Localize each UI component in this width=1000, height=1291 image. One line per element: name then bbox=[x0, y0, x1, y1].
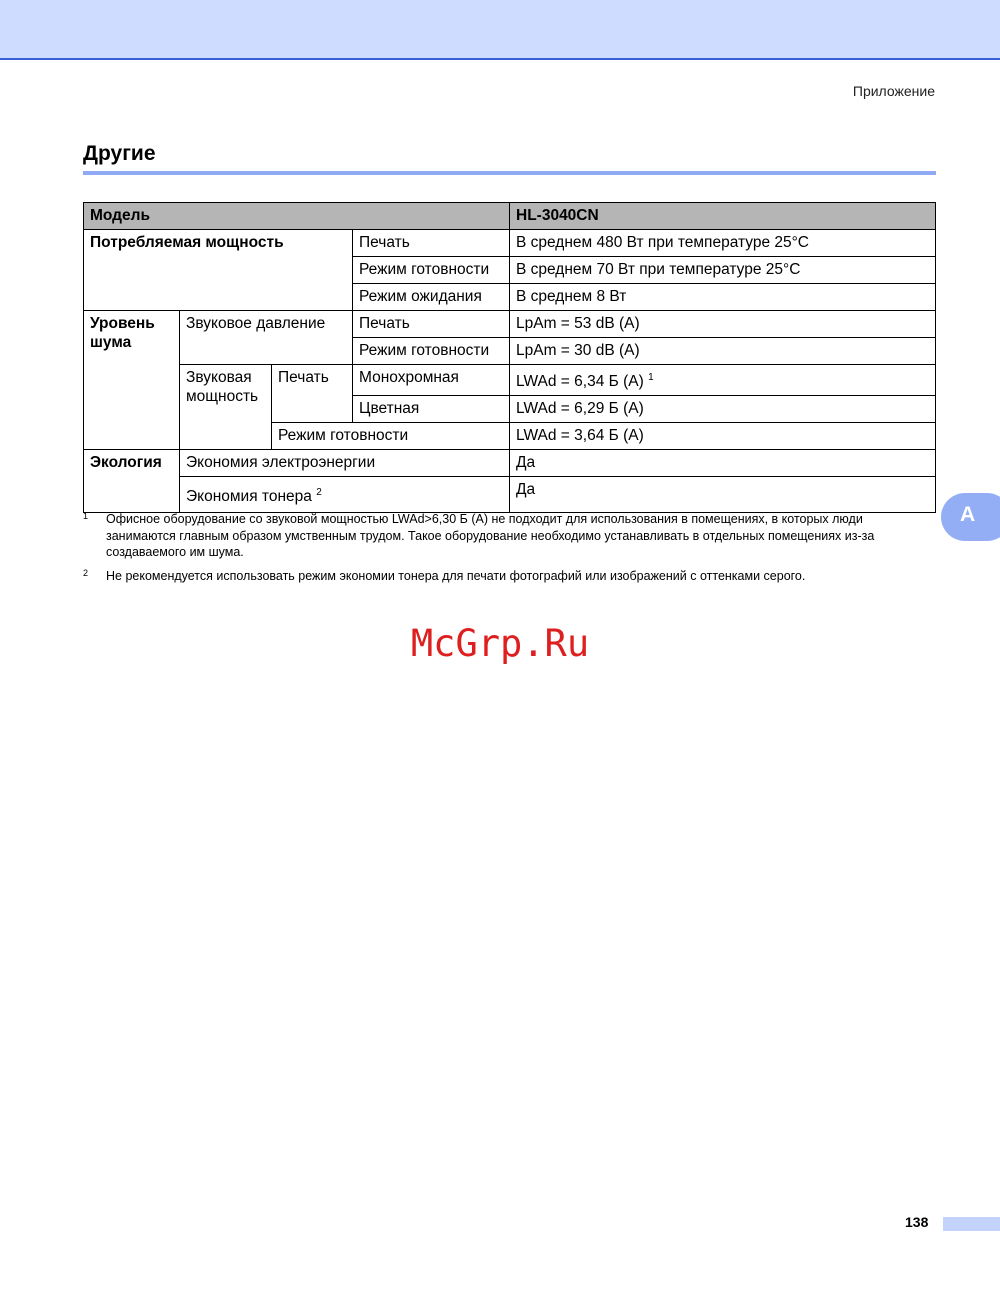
footnote-item bbox=[83, 511, 923, 561]
power-consumption-label: Потребляемая мощность bbox=[84, 230, 353, 311]
table-cell-mode: Режим готовности bbox=[353, 338, 510, 365]
side-tab-letter: A bbox=[960, 503, 976, 526]
table-cell-value: LpAm = 30 dB (A) bbox=[510, 338, 936, 365]
table-row bbox=[84, 365, 936, 396]
running-header: Приложение bbox=[852, 83, 935, 99]
page-number-bar bbox=[943, 1217, 1000, 1231]
footnote-number: 2 bbox=[83, 567, 89, 578]
table-cell-feature bbox=[180, 477, 510, 513]
table-cell-mode: Цветная bbox=[353, 396, 510, 423]
footnote-item bbox=[83, 568, 923, 585]
table-cell-value bbox=[510, 365, 936, 396]
table-header-row bbox=[84, 203, 936, 230]
specifications-table bbox=[83, 202, 936, 513]
section-title: Другие bbox=[83, 142, 156, 165]
footnote-ref: 1 bbox=[648, 372, 654, 383]
footnote-ref: 2 bbox=[316, 487, 322, 499]
sound-power-print-label: Печать bbox=[272, 365, 353, 423]
table-cell-mode: Режим ожидания bbox=[353, 284, 510, 311]
value-text: LWAd = 6,34 Б (A) bbox=[516, 373, 644, 391]
title-underline bbox=[83, 171, 936, 175]
table-cell-value: В среднем 70 Вт при температуре 25°C bbox=[510, 257, 936, 284]
table-row bbox=[84, 230, 936, 257]
sound-power-label: Звуковая мощность bbox=[180, 365, 272, 450]
table-cell-mode: Печать bbox=[353, 230, 510, 257]
table-cell-value: Да bbox=[510, 477, 936, 513]
footnote-number: 1 bbox=[83, 511, 89, 521]
ecology-label: Экология bbox=[84, 450, 180, 513]
footnote-text: Не рекомендуется использовать режим экономии тонера для печати фотографий или изображений с оттенками серого. bbox=[106, 568, 806, 583]
model-value: HL-3040CN bbox=[510, 203, 936, 230]
noise-level-label: Уровень шума bbox=[84, 311, 180, 450]
table-cell-value: В среднем 8 Вт bbox=[510, 284, 936, 311]
table-cell-feature: Экономия электроэнергии bbox=[180, 450, 510, 477]
table-row bbox=[84, 450, 936, 477]
appendix-side-tab bbox=[941, 493, 1000, 541]
table-row bbox=[84, 477, 936, 513]
top-header-band bbox=[0, 0, 1000, 60]
feature-text: Экономия тонера bbox=[186, 488, 312, 506]
watermark: McGrp.Ru bbox=[410, 622, 590, 665]
footnotes bbox=[83, 511, 923, 591]
page-number: 138 bbox=[905, 1214, 929, 1230]
table-cell-value: LpAm = 53 dB (A) bbox=[510, 311, 936, 338]
table-cell-value: В среднем 480 Вт при температуре 25°C bbox=[510, 230, 936, 257]
table-cell-value: LWAd = 3,64 Б (A) bbox=[510, 423, 936, 450]
footnote-text: Офисное оборудование со звуковой мощностью LWAd>6,30 Б (A) не подходит для использования в помещениях, в которых люди занимаются главным образом умственным трудом. Такое оборудование необходимо устанавливать в отдельных помещениях из-за создаваемого им шума. bbox=[106, 512, 875, 559]
table-cell-mode: Режим готовности bbox=[272, 423, 510, 450]
table-cell-mode: Монохромная bbox=[353, 365, 510, 396]
model-label: Модель bbox=[84, 203, 510, 230]
table-cell-value: Да bbox=[510, 450, 936, 477]
table-row bbox=[84, 311, 936, 338]
table-cell-mode: Печать bbox=[353, 311, 510, 338]
sound-pressure-label: Звуковое давление bbox=[180, 311, 353, 365]
table-cell-value: LWAd = 6,29 Б (A) bbox=[510, 396, 936, 423]
table-cell-mode: Режим готовности bbox=[353, 257, 510, 284]
